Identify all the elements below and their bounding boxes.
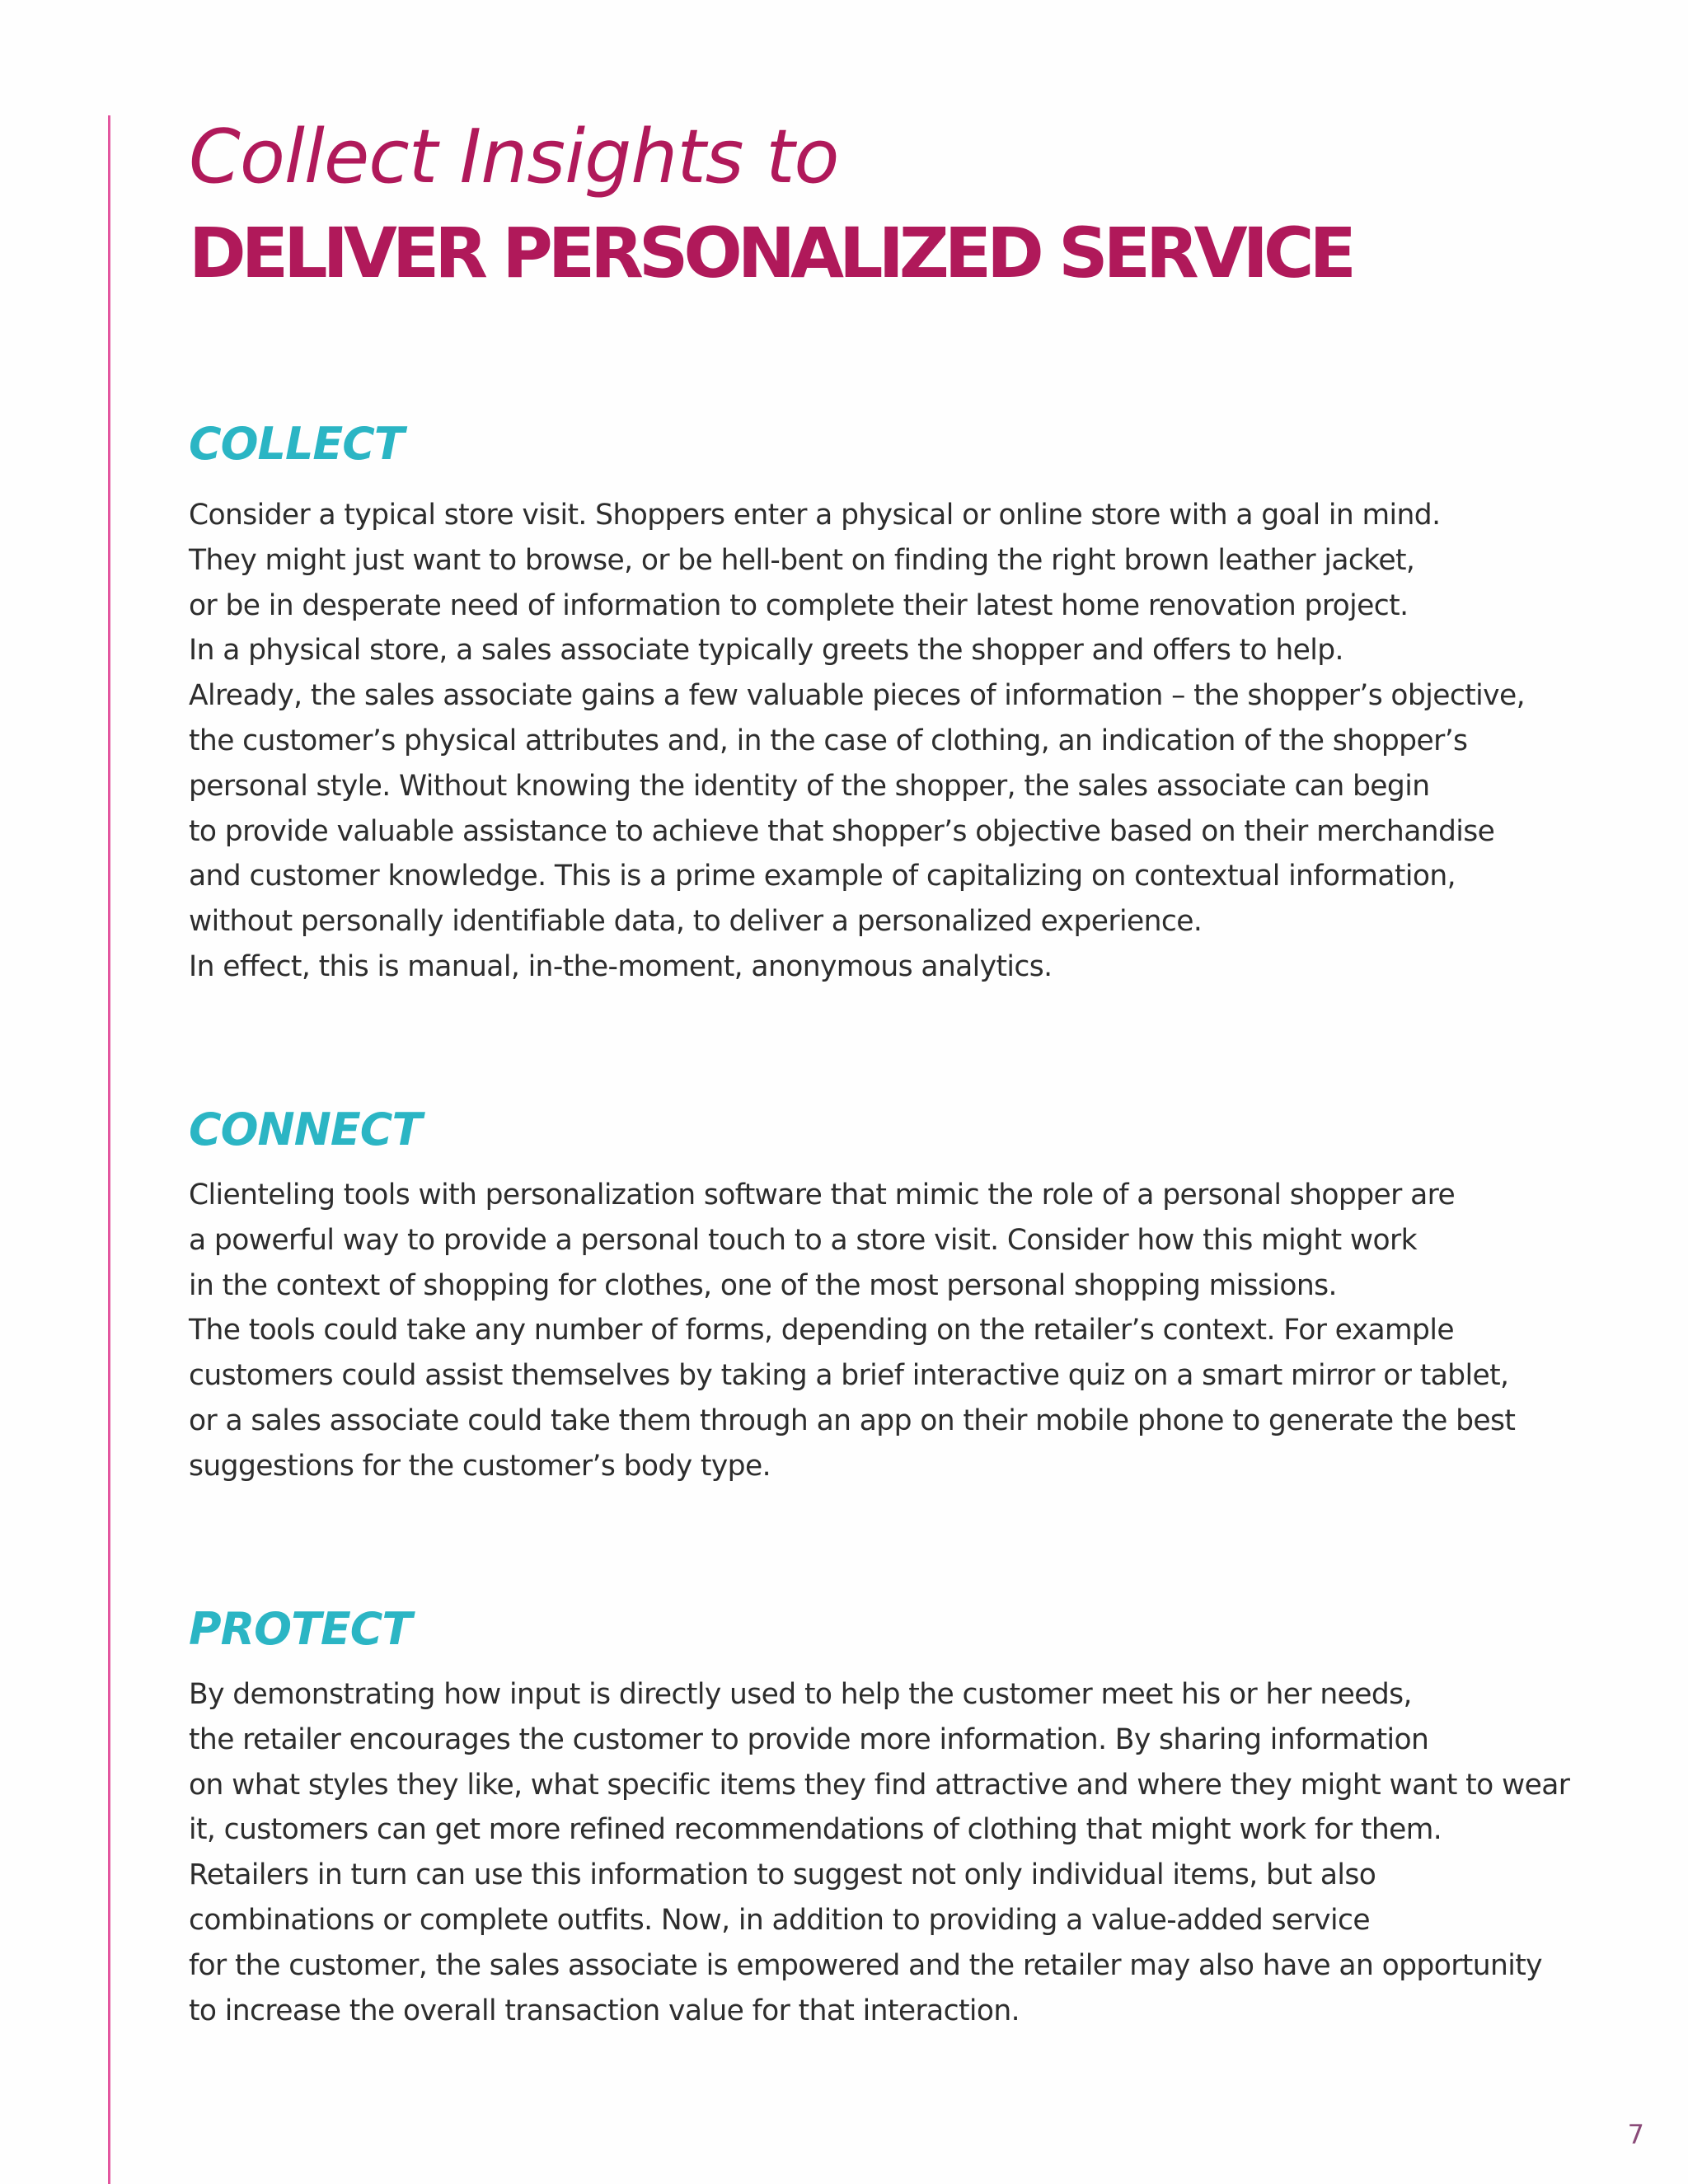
page-title-main: DELIVER PERSONALIZED SERVICE [189,213,1352,293]
section-body-connect: Clienteling tools with personalization software that mimic the role of a personal shopper are a powerful way to provide a personal touch to a store visit. Consider how this might work in the context of shopping for clothes, one of the most personal shopping missions. The tools could take any number of forms, depending on the retailer’s context. For example customers could assist themselves by taking a brief interactive quiz on a smart mirror or tablet, or a sales associate could take them through an app on their mobile phone to generate the best suggestions for the customer’s body type. [189,1179,1516,1483]
page-number: 7 [1627,2119,1644,2150]
section-body-protect: By demonstrating how input is directly used to help the customer meet his or her needs, the retailer encourages the customer to provide more information. By sharing information on what styles they like, what specific items they find attractive and where they might want to wear it, customers can get more refined recommendations of clothing that might work for them. Retailers in turn can use this information to suggest not only individual items, but also combinations or complete outfits. Now, in addition to providing a value-added service for the customer, the sales associate is empowered and the retailer may also have an opportunity to increase the overall transaction value for that interaction. [189,1678,1570,2027]
section-heading-connect: CONNECT [189,1104,422,1155]
section-body-collect: Consider a typical store visit. Shoppers enter a physical or online store with a goal in mind. They might just want to browse, or be hell-bent on finding the right brown leather jacket, or be in desperate need of information to complete their latest home renovation project. In a physical store, a sales associate typically greets the shopper and offers to help. Already, the sales associate gains a few valuable pieces of information – the shopper’s objective, the customer’s physical attributes and, in the case of clothing, an indication of the shopper’s personal style. Without knowing the identity of the shopper, the sales associate can begin to provide valuable assistance to achieve that shopper’s objective based on their merchandise and customer knowledge. This is a prime example of capitalizing on contextual information, without personally identifiable data, to deliver a personalized experience. In effect, this is manual, in-the-moment, anonymous analytics. [189,499,1525,983]
page-title-intro: Collect Insights to [189,114,839,200]
section-heading-protect: PROTECT [189,1603,412,1655]
section-heading-collect: COLLECT [189,418,404,470]
side-rule [108,115,110,2184]
